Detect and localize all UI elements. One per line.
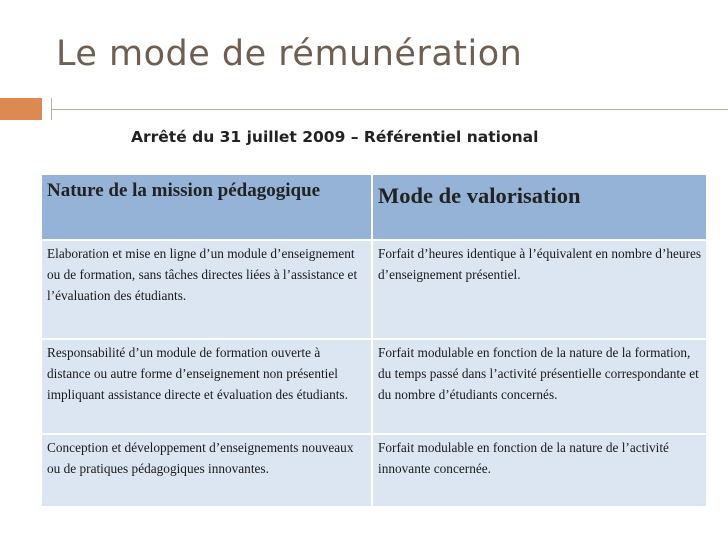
table-cell: Forfait modulable en fonction de la nature de la formation, du temps passé dans l’activité présentielle correspondante et du nombre d’étudiants concernés.	[372, 339, 707, 434]
table-cell: Forfait d’heures identique à l’équivalent en nombre d’heures d’enseignement présentiel.	[372, 240, 707, 339]
table-cell: Conception et développement d’enseignements nouveaux ou de pratiques pédagogiques innovantes.	[41, 434, 372, 507]
divider-line	[52, 109, 728, 110]
slide-title: Le mode de rémunération	[56, 34, 523, 74]
table-cell: Forfait modulable en fonction de la nature de l’activité innovante concernée.	[372, 434, 707, 507]
table-header-row	[41, 174, 707, 240]
slide-subtitle: Arrêté du 31 juillet 2009 – Référentiel national	[131, 128, 539, 146]
header-valorisation: Mode de valorisation	[372, 174, 707, 240]
remuneration-table	[40, 173, 708, 508]
table-row	[41, 240, 707, 339]
accent-square	[0, 98, 42, 120]
table-cell: Responsabilité d’un module de formation ouverte à distance ou autre forme d’enseignement non présentiel impliquant assistance directe et évaluation des étudiants.	[41, 339, 372, 434]
header-nature: Nature de la mission pédagogique	[41, 174, 372, 240]
table-cell: Elaboration et mise en ligne d’un module d’enseignement ou de formation, sans tâches directes liées à l’assistance et l’évaluation des étudiants.	[41, 240, 372, 339]
table-row	[41, 339, 707, 434]
table-row	[41, 434, 707, 507]
